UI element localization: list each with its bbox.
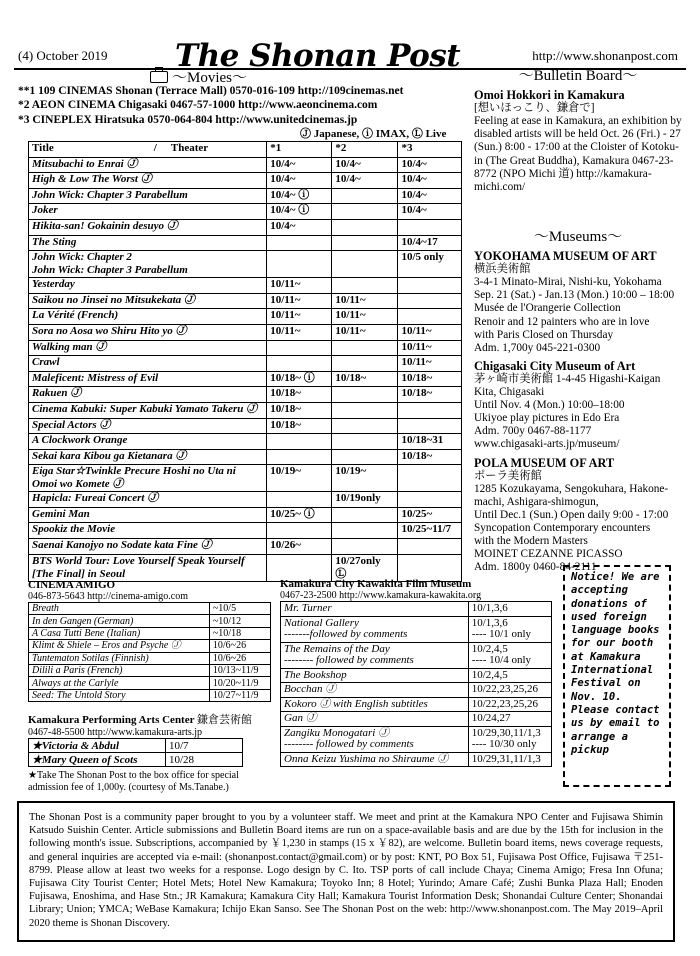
table-row	[29, 492, 462, 508]
table-row	[29, 677, 271, 689]
movie-title: Eiga Star☆Twinkle Precure Hoshi no Uta ni Omoi wo Komete Ⓙ	[29, 465, 267, 492]
theater1-date	[267, 523, 332, 539]
theater2-date	[332, 188, 398, 204]
table-row	[29, 539, 462, 555]
cinema-amigo-table	[28, 602, 271, 702]
table-row	[29, 507, 462, 523]
theater2-date: 10/11~	[332, 309, 398, 325]
theater3-date	[398, 539, 462, 555]
film-dates: 10/13~11/9	[209, 664, 270, 676]
theater3-date: 10/11~	[398, 324, 462, 340]
film-title: In den Gangen (German)	[29, 615, 210, 627]
movie-legend: Ⓙ Japanese, ⓘ IMAX, Ⓛ Live	[300, 128, 447, 140]
movie-title: Hapicla: Fureai Concert Ⓙ	[29, 492, 267, 508]
museum-title: POLA MUSEUM OF ART	[474, 455, 615, 470]
film-title: Onna Keizu Yushima no Shiraume Ⓙ	[281, 752, 469, 767]
theater3-date	[398, 309, 462, 325]
theater1-date	[267, 492, 332, 508]
movie-title: Yesterday	[29, 278, 267, 294]
movie-title: Cinema Kabuki: Super Kabuki Yamato Takeru Ⓙ	[29, 402, 267, 418]
table-row	[281, 668, 552, 683]
kawakita-title: Kamakura City Kawakita Film Museum	[280, 578, 472, 590]
site-url[interactable]: http://www.shonanpost.com	[532, 48, 678, 63]
theater2-date	[332, 235, 398, 251]
theater3-date	[398, 418, 462, 434]
table-row	[29, 434, 462, 450]
film-title: Mr. Turner	[281, 602, 469, 617]
museum-detail: Adm. 1800y 0460-84-2111	[474, 561, 597, 574]
kawakita-section	[280, 578, 552, 767]
theater3-date	[398, 465, 462, 492]
theater3-date	[398, 402, 462, 418]
movie-title: High & Low The Worst Ⓙ	[29, 173, 267, 189]
film-dates: 10/20~11/9	[209, 677, 270, 689]
film-title: National Gallery -------followed by comments	[281, 616, 469, 642]
theater2-date	[332, 402, 398, 418]
theater2-header: *2	[332, 142, 398, 158]
theater1-date: 10/4~	[267, 157, 332, 173]
film-dates: 10/2,4,5 ---- 10/4 only	[468, 642, 551, 668]
film-dates: 10/1,3,6 ---- 10/1 only	[468, 616, 551, 642]
theater3-header: *3	[398, 142, 462, 158]
museum-detail: 茅ヶ崎市美術館 1-4-45 Higashi-Kaigan	[474, 372, 661, 385]
film-title: Gan Ⓙ	[281, 712, 469, 727]
film-dates: 10/24,27	[468, 712, 551, 727]
theater3-date: 10/4~	[398, 204, 462, 220]
theater2-date: 10/11~	[332, 293, 398, 309]
theater1-date: 10/11~	[267, 309, 332, 325]
museum-item	[474, 250, 682, 355]
film-title: A Casa Tutti Bene (Italian)	[29, 627, 210, 639]
museum-detail: Kita, Chigasaki	[474, 386, 545, 399]
table-row	[29, 523, 462, 539]
theater3-date: 10/18~	[398, 449, 462, 465]
movie-title: La Vérité (French)	[29, 309, 267, 325]
movie-title: Walking man Ⓙ	[29, 340, 267, 356]
table-row	[29, 371, 462, 387]
movie-title: BTS World Tour: Love Yourself Speak Yourself [The Final] in Seoul	[29, 554, 267, 581]
museum-detail: Adm. 700y 0467-88-1177	[474, 425, 592, 438]
theater1-header: *1	[267, 142, 332, 158]
film-dates: 10/29,31,11/1,3	[468, 752, 551, 767]
theater1-date	[267, 356, 332, 372]
theater1-date: 10/11~	[267, 293, 332, 309]
theater2-date: 10/19only	[332, 492, 398, 508]
movie-title: John Wick: Chapter 3 Parabellum	[29, 188, 267, 204]
museum-detail: 横浜美術館	[474, 263, 531, 276]
film-dates: ~10/12	[209, 615, 270, 627]
film-title: The Bookshop	[281, 668, 469, 683]
theater3-date: 10/18~	[398, 371, 462, 387]
table-row	[29, 278, 462, 294]
movie-title: John Wick: Chapter 2 John Wick: Chapter 3 Parabellum	[29, 251, 267, 278]
table-row	[29, 640, 271, 652]
film-dates: 10/29,30,11/1,3 ---- 10/30 only	[468, 726, 551, 752]
bulletin-board	[474, 70, 682, 194]
theater2-date	[332, 387, 398, 403]
table-row	[29, 753, 243, 767]
museum-detail: Musée de l'Orangerie Collection	[474, 302, 621, 315]
movie-title: Maleficent: Mistress of Evil	[29, 371, 267, 387]
film-dates: 10/1,3,6	[468, 602, 551, 617]
theater3-date: 10/4~17	[398, 235, 462, 251]
theater1-date: 10/18~ ⓘ	[267, 371, 332, 387]
table-row	[281, 642, 552, 668]
bulletin-body: Feeling at ease in Kamakura, an exhibition by disabled artists will be held Oct. 26 (Fri.) - 27 (Sun.) 8:00 - 17:00 at the Cloister of Kotoku-in (The Great Buddha), Kamakura 0467-23-8772 (NPO Michi 道) http://kamakura-michi.com/	[474, 115, 682, 193]
issue-date: (4) October 2019	[18, 48, 108, 63]
movie-title: A Clockwork Orange	[29, 434, 267, 450]
film-title: ★Victoria & Abdul	[29, 739, 166, 753]
theater2-date	[332, 204, 398, 220]
cinema-amigo-title: CINEMA AMIGO	[28, 579, 116, 591]
theater1-date: 10/11~	[267, 324, 332, 340]
title-header: Title / Theater	[29, 142, 267, 158]
film-dates: 10/6~26	[209, 652, 270, 664]
museum-item	[474, 360, 682, 452]
theater3-date: 10/11~	[398, 356, 462, 372]
theater3-date: 10/4~	[398, 157, 462, 173]
theater3-date: 10/25~11/7	[398, 523, 462, 539]
movie-title: Hikita-san! Gokainin desuyo Ⓙ	[29, 219, 267, 235]
cinema-line: *3 CINEPLEX Hiratsuka 0570-064-804 http://www.unitedcinemas.jp	[18, 113, 358, 126]
museum-detail: Syncopation Contemporary encounters	[474, 521, 651, 534]
table-row	[281, 683, 552, 698]
museum-detail: Ukiyoe play pictures in Edo Era	[474, 412, 620, 425]
kpac-note: ★Take The Shonan Post to the box office for special admission fee of 1,000y. (courtesy of Ms.Tanabe.)	[28, 770, 239, 793]
table-row	[29, 465, 462, 492]
movies-heading-text: 〜Movies〜	[172, 70, 248, 86]
movie-title: Crawl	[29, 356, 267, 372]
movie-title: Gemini Man	[29, 507, 267, 523]
table-row	[281, 602, 552, 617]
museum-title: Chigasaki City Museum of Art	[474, 358, 636, 373]
table-row	[29, 418, 462, 434]
kpac-table	[28, 738, 243, 767]
film-dates: ~10/5	[209, 603, 270, 615]
kpac-title: Kamakura Performing Arts Center 鎌倉芸術館	[28, 714, 253, 726]
footer-text: The Shonan Post is a community paper brought to you by a volunteer staff. We meet and print at the Kamakura NPO Center and Fujisawa Shimin Katsudo Suishin Center. Article submissions and Bulletin Board items are run on a space-available basis and are due by the 15th for inclusion in the following month's issue. Subscriptions, accompanied by ￥1,230 in stamps (15 x ￥82), are welcome. Bulletin board items, news coverage requests, and general inquiries are accepted via e-mail: (shonanpost.contact@gmail.com) or by post: KNT, PO Box 51, Fujisawa Post Office, Fujisawa 〒251-8799. Please allow at least two weeks for a response. Logo design by C. Ito. TSP ports of call include Chaya; Cinema Amigo; Fresa Inn Ofuna; Fujisawa City Tourist Center; Hotel Mets; Hotel New Kamakura; Toyoko Inn; 8 Hotel; Yurindo; Amare Café; Zushi Bunka Plaza Hall; Enoden Fujisawa, Enoshima, and Hase Stn.; JR Kamakura; Kamakura City Hall; Kamakura Tourist Information Desk; Shonandai Culture Center; Shonandai Library; Union; YMCA; WeBase Kamakura; Ichijo Ekan Sanso. See The Shonan Post on the web: http://www.shonanpost.com. The May 2019–April 2020 theme is Shonan Discovery.	[29, 812, 663, 929]
table-row	[29, 689, 271, 701]
table-row	[29, 309, 462, 325]
museum-item	[474, 457, 682, 575]
table-row	[29, 356, 462, 372]
museum-detail: ポーラ美術館	[474, 469, 542, 482]
notice-box: Notice! We are accepting donations of used foreign language books for our booth at Kamakura International Festival on Nov. 10. Please contact us by email to arrange a pickup	[563, 565, 671, 787]
theater2-date	[332, 449, 398, 465]
movie-title: Mitsubachi to Enrai Ⓙ	[29, 157, 267, 173]
film-title: The Remains of the Day -------- followed by comments	[281, 642, 469, 668]
table-row	[29, 251, 462, 278]
table-row	[29, 219, 462, 235]
movie-title: Rakuen Ⓙ	[29, 387, 267, 403]
film-title: Bocchan Ⓙ	[281, 683, 469, 698]
film-dates: 10/28	[166, 753, 243, 767]
theater1-date: 10/18~	[267, 387, 332, 403]
table-row	[29, 204, 462, 220]
museum-detail: 1285 Kozukayama, Sengokuhara, Hakone-	[474, 482, 669, 495]
theater1-date	[267, 449, 332, 465]
museum-detail: Sep. 21 (Sat.) - Jan.13 (Mon.) 10:00 – 18:00	[474, 289, 675, 302]
museum-detail: machi, Ashigara-shimogun,	[474, 495, 599, 508]
theater2-date: 10/19~	[332, 465, 398, 492]
museum-detail: Renoir and 12 painters who are in love	[474, 315, 650, 328]
film-title: Always at the Carlyle	[29, 677, 210, 689]
table-row	[29, 603, 271, 615]
table-row	[29, 449, 462, 465]
table-row	[29, 173, 462, 189]
theater1-date	[267, 235, 332, 251]
film-dates: 10/22,23,25,26	[468, 683, 551, 698]
table-row	[281, 752, 552, 767]
table-row	[29, 235, 462, 251]
bulletin-title: Omoi Hokkori in Kamakura	[474, 88, 625, 103]
theater1-date: 10/4~ ⓘ	[267, 188, 332, 204]
cinema-line: *2 AEON CINEMA Chigasaki 0467-57-1000 http://www.aeoncinema.com	[18, 99, 378, 112]
theater1-date: 10/4~	[267, 173, 332, 189]
kpac-section	[28, 711, 270, 794]
theater3-date: 10/11~	[398, 340, 462, 356]
theater3-date	[398, 278, 462, 294]
kawakita-table	[280, 601, 552, 767]
table-row	[29, 739, 243, 753]
theater3-date	[398, 293, 462, 309]
film-title: Klimt & Shiele – Eros and Psyche Ⓙ	[29, 640, 210, 652]
table-row	[281, 712, 552, 727]
theater1-date	[267, 434, 332, 450]
movie-title: Special Actors Ⓙ	[29, 418, 267, 434]
theater1-date: 10/4~	[267, 219, 332, 235]
theater2-date: 10/18~	[332, 371, 398, 387]
museums-heading: 〜Museums〜	[533, 229, 623, 245]
theater2-date: 10/11~	[332, 324, 398, 340]
museum-detail: with Paris Closed on Thursday	[474, 328, 614, 341]
film-title: Tuntematon Sotilas (Finnish)	[29, 652, 210, 664]
film-title: ★Mary Queen of Scots	[29, 753, 166, 767]
movie-title: Saenai Kanojyo no Sodate kata Fine Ⓙ	[29, 539, 267, 555]
film-title: Zangiku Monogatari Ⓙ -------- followed by comments	[281, 726, 469, 752]
theater3-date: 10/18~	[398, 387, 462, 403]
film-title: Breath	[29, 603, 210, 615]
theater1-date: 10/25~ ⓘ	[267, 507, 332, 523]
table-row	[29, 157, 462, 173]
theater2-date: 10/27only Ⓛ	[332, 554, 398, 581]
bulletin-heading: 〜Bulletin Board〜	[518, 68, 638, 84]
footer-box	[17, 801, 675, 942]
theater1-date: 10/26~	[267, 539, 332, 555]
cinema-amigo-section	[28, 579, 271, 702]
film-title: Kokoro Ⓙ with English subtitles	[281, 697, 469, 712]
movie-title: Saikou no Jinsei no Mitsukekata Ⓙ	[29, 293, 267, 309]
theater1-date: 10/18~	[267, 402, 332, 418]
kpac-contact: 0467-48-5500 http://www.kamakura-arts.jp	[28, 727, 203, 738]
table-row	[29, 324, 462, 340]
film-title: Dilili a Paris (French)	[29, 664, 210, 676]
table-row	[29, 340, 462, 356]
film-title: Seed: The Untold Story	[29, 689, 210, 701]
masthead-title: The Shonan Post	[175, 38, 461, 74]
table-row	[281, 616, 552, 642]
theater2-date	[332, 507, 398, 523]
cinema-amigo-contact: 046-873-5643 http://cinema-amigo.com	[28, 591, 188, 602]
theater3-date: 10/18~31	[398, 434, 462, 450]
film-dates: 10/6~26	[209, 640, 270, 652]
table-header-row	[29, 142, 462, 158]
theater3-date: 10/4~	[398, 188, 462, 204]
film-dates: ~10/18	[209, 627, 270, 639]
theater2-date	[332, 278, 398, 294]
table-row	[29, 615, 271, 627]
theater1-date: 10/18~	[267, 418, 332, 434]
museum-title: YOKOHAMA MUSEUM OF ART	[474, 249, 657, 264]
theater3-date: 10/25~	[398, 507, 462, 523]
theater2-date	[332, 418, 398, 434]
table-row	[29, 664, 271, 676]
film-dates: 10/7	[166, 739, 243, 753]
museum-detail: Until Nov. 4 (Mon.) 10:00–18:00	[474, 399, 625, 412]
theater2-date	[332, 523, 398, 539]
theater2-date	[332, 539, 398, 555]
cinema-list	[18, 84, 403, 127]
theater3-date	[398, 219, 462, 235]
kawakita-contact: 0467-23-2500 http://www.kamakura-kawakita.org	[280, 590, 482, 601]
table-row	[29, 387, 462, 403]
theater1-date: 10/19~	[267, 465, 332, 492]
film-dates: 10/2,4,5	[468, 668, 551, 683]
museum-detail: Until Dec.1 (Sun.) Open daily 9:00 - 17:00	[474, 508, 669, 521]
table-row	[29, 402, 462, 418]
table-row	[29, 652, 271, 664]
theater3-date	[398, 492, 462, 508]
museum-detail: Adm. 1,700y 045-221-0300	[474, 341, 601, 354]
table-row	[29, 293, 462, 309]
movie-title: Spookiz the Movie	[29, 523, 267, 539]
museums-section	[474, 231, 682, 574]
museum-detail: www.chigasaki-arts.jp/museum/	[474, 438, 620, 451]
theater1-date: 10/4~ ⓘ	[267, 204, 332, 220]
museum-detail: with the Modern Masters	[474, 535, 588, 548]
theater2-date	[332, 356, 398, 372]
movie-title: Sekai kara Kibou ga Kietanara Ⓙ	[29, 449, 267, 465]
theater2-date: 10/4~	[332, 157, 398, 173]
movie-schedule-table	[28, 141, 462, 582]
film-dates: 10/27~11/9	[209, 689, 270, 701]
theater2-date	[332, 434, 398, 450]
table-row	[281, 726, 552, 752]
movie-title: Joker	[29, 204, 267, 220]
table-row	[29, 188, 462, 204]
museum-detail: 3-4-1 Minato-Mirai, Nishi-ku, Yokohama	[474, 276, 662, 289]
museum-list	[474, 250, 682, 574]
movie-title: The Sting	[29, 235, 267, 251]
theater2-date: 10/4~	[332, 173, 398, 189]
theater1-date	[267, 251, 332, 278]
cinema-line: **1 109 CINEMAS Shonan (Terrace Mall) 0570-016-109 http://109cinemas.net	[18, 85, 404, 97]
bulletin-subtitle: [想いほっこり、鎌倉で]	[474, 102, 595, 115]
theater3-date: 10/5 only	[398, 251, 462, 278]
theater2-date	[332, 219, 398, 235]
movie-title: Sora no Aosa wo Shiru Hito yo Ⓙ	[29, 324, 267, 340]
movie-camera-icon	[150, 71, 168, 83]
theater1-date	[267, 340, 332, 356]
table-row	[281, 697, 552, 712]
theater2-date	[332, 251, 398, 278]
theater1-date: 10/11~	[267, 278, 332, 294]
theater3-date: 10/4~	[398, 173, 462, 189]
table-row	[29, 627, 271, 639]
theater2-date	[332, 340, 398, 356]
museum-detail: MOINET CEZANNE PICASSO	[474, 548, 623, 561]
film-dates: 10/22,23,25,26	[468, 697, 551, 712]
